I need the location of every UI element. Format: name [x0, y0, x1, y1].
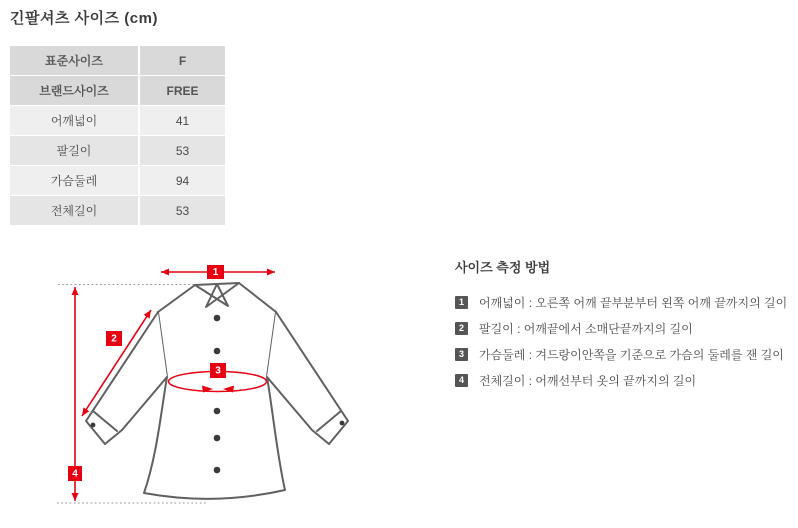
marker-box-3	[210, 363, 226, 378]
legend-title: 사이즈 측정 방법	[455, 260, 551, 275]
page-title: 긴팔셔츠 사이즈 (cm)	[10, 10, 158, 27]
marker-box-2	[106, 331, 122, 346]
legend-number-badge: 2	[455, 322, 468, 335]
legend-item-text: 전체길이 : 어깨선부터 옷의 끝까지의 길이	[479, 373, 697, 388]
left-cuff-button	[91, 423, 96, 428]
row-label: 팔길이	[10, 136, 138, 165]
row-value: F	[140, 46, 225, 75]
legend-item-text: 어깨넓이 : 오른쪽 어깨 끝부분부터 왼쪽 어깨 끝까지의 길이	[479, 295, 788, 310]
row-value: 53	[140, 136, 225, 165]
legend-item-total-length	[455, 373, 795, 387]
row-value: 41	[140, 106, 225, 135]
legend-number-badge: 1	[455, 296, 468, 309]
marker-box-4	[68, 466, 82, 481]
right-cuff-button	[340, 421, 345, 426]
svg-text:4: 4	[72, 468, 78, 480]
marker-box-1	[207, 265, 224, 279]
row-value: FREE	[140, 76, 225, 105]
legend-number-badge: 3	[455, 348, 468, 361]
row-label: 브랜드사이즈	[10, 76, 138, 105]
svg-text:3: 3	[215, 365, 221, 377]
legend-item-text: 팔길이 : 어깨끝에서 소매단끝까지의 길이	[479, 321, 693, 336]
measurement-method-legend	[455, 257, 795, 399]
row-label: 어깨넓이	[10, 106, 138, 135]
svg-text:2: 2	[111, 333, 117, 345]
legend-item-chest-girth	[455, 347, 795, 361]
row-value: 53	[140, 196, 225, 225]
row-label: 표준사이즈	[10, 46, 138, 75]
legend-number-badge: 4	[455, 374, 468, 387]
legend-item-text: 가슴둘레 : 겨드랑이안쪽을 기준으로 가슴의 둘레를 잰 길이	[479, 347, 784, 362]
row-label: 가슴둘레	[10, 166, 138, 195]
row-label: 전체길이	[10, 196, 138, 225]
legend-item-arm-length	[455, 321, 795, 335]
row-value: 94	[140, 166, 225, 195]
legend-item-shoulder-width	[455, 295, 795, 309]
svg-text:1: 1	[212, 267, 219, 278]
